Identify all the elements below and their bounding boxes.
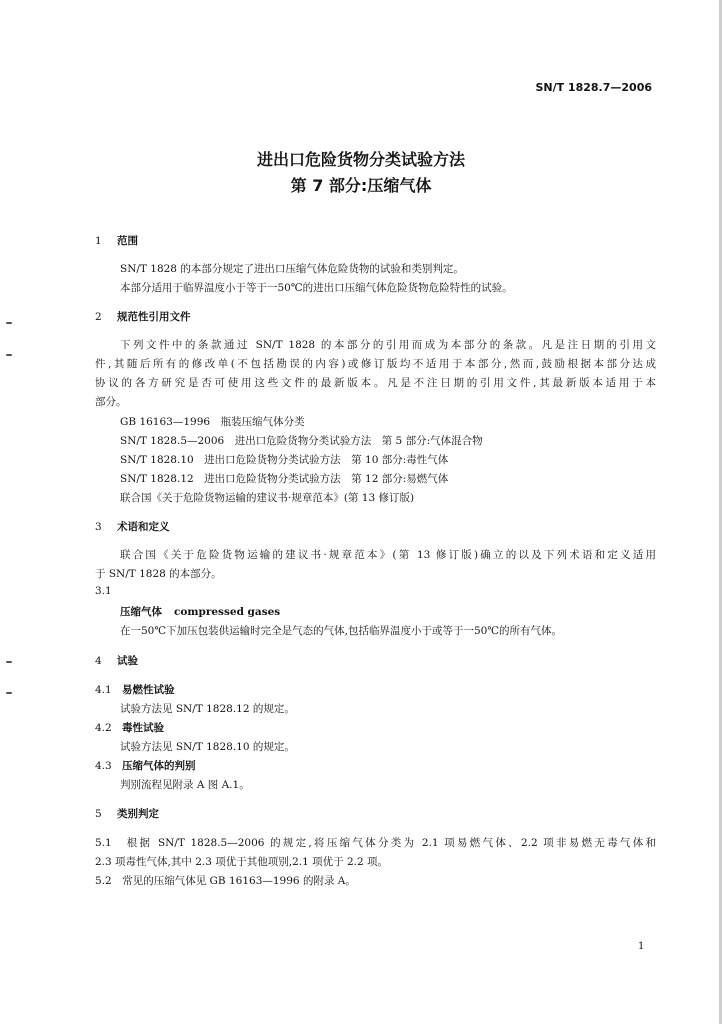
standard-number: SN/T 1828.7—2006 xyxy=(535,81,652,94)
section-1-heading xyxy=(95,233,138,248)
subclause-heading xyxy=(95,682,175,697)
subclause-title: 毒性试验 xyxy=(122,722,164,734)
section-number: 3 xyxy=(95,521,102,533)
section-number: 2 xyxy=(95,311,102,323)
section-5-paragraph-line: 5.2 常见的压缩气体见 GB 16163—1996 的附录 A。 xyxy=(95,875,356,887)
binding-hole-mark xyxy=(6,661,12,663)
section-5-paragraph-line: 5.1 根据 SN/T 1828.5—2006 的规定,将压缩气体分类为 2.1 项易燃气体、2.2 项非易燃无毒气体和 xyxy=(95,837,656,849)
reference-item: 联合国《关于危险货物运输的建议书·规章范本》(第 13 修订版) xyxy=(120,492,415,504)
subclause-title: 压缩气体的判别 xyxy=(122,760,196,772)
reference-item: SN/T 1828.5—2006 进出口危险货物分类试验方法 第 5 部分:气体混合物 xyxy=(120,435,483,447)
subclause-title: 易燃性试验 xyxy=(122,684,175,696)
section-4-heading xyxy=(95,653,138,668)
section-title: 类别判定 xyxy=(117,808,159,820)
page-number: 1 xyxy=(638,941,645,952)
reference-item: GB 16163—1996 瓶装压缩气体分类 xyxy=(120,416,305,428)
section-2-paragraph-line: 部分。 xyxy=(95,396,127,408)
reference-item: SN/T 1828.12 进出口危险货物分类试验方法 第 12 部分:易燃气体 xyxy=(120,473,449,485)
section-number: 5 xyxy=(95,808,102,820)
section-3-paragraph-line: 联合国《关于危险货物运输的建议书·规章范本》(第 13 修订版)确立的以及下列术语和定义适用 xyxy=(120,549,656,561)
section-title: 试验 xyxy=(117,655,138,667)
subclause-text: 判别流程见附录 A 图 A.1。 xyxy=(120,779,250,791)
subclause-heading xyxy=(95,720,164,735)
section-3-paragraph-line: 于 SN/T 1828 的本部分。 xyxy=(95,568,222,580)
section-3-heading xyxy=(95,519,170,534)
section-title: 规范性引用文件 xyxy=(117,311,191,323)
term-english: compressed gases xyxy=(174,606,281,618)
section-2-paragraph-line: 件,其随后所有的修改单(不包括勘误的内容)或修订版均不适用于本部分,然而,鼓励根据本部分达成 xyxy=(95,358,656,370)
reference-item: SN/T 1828.10 进出口危险货物分类试验方法 第 10 部分:毒性气体 xyxy=(120,454,449,466)
subclause-number: 4.1 xyxy=(95,684,112,696)
section-1-paragraph: 本部分适用于临界温度小于等于一50℃的进出口压缩气体危险货物危险特性的试验。 xyxy=(120,282,513,294)
term-chinese: 压缩气体 xyxy=(120,606,162,618)
binding-hole-mark xyxy=(6,354,12,356)
subclause-number: 4.3 xyxy=(95,760,112,772)
section-number: 4 xyxy=(95,655,102,667)
document-title: 进出口危险货物分类试验方法 xyxy=(256,150,465,169)
section-title: 术语和定义 xyxy=(117,521,170,533)
subclause-text: 试验方法见 SN/T 1828.10 的规定。 xyxy=(120,741,295,753)
section-5-heading xyxy=(95,806,159,821)
term-definition: 在一50℃下加压包装供运输时完全是气态的气体,包括临界温度小于或等于一50℃的所有气体。 xyxy=(120,625,563,637)
section-5-paragraph-line: 2.3 项毒性气体,其中 2.3 项优于其他项别,2.1 项优于 2.2 项。 xyxy=(95,856,388,868)
section-1-paragraph: SN/T 1828 的本部分规定了进出口压缩气体危险货物的试验和类别判定。 xyxy=(120,263,464,275)
section-number: 1 xyxy=(95,235,102,247)
section-2-paragraph-line: 协议的各方研究是否可使用这些文件的最新版本。凡是不注日期的引用文件,其最新版本适用于本 xyxy=(95,377,656,389)
subclause-text: 试验方法见 SN/T 1828.12 的规定。 xyxy=(120,703,295,715)
section-title: 范围 xyxy=(117,235,138,247)
binding-hole-mark xyxy=(6,692,12,694)
subclause-number: 3.1 xyxy=(95,585,112,597)
term-entry xyxy=(120,604,280,619)
subclause-heading xyxy=(95,758,196,773)
binding-hole-mark xyxy=(6,322,12,324)
subclause-number: 4.2 xyxy=(95,722,112,734)
section-2-heading xyxy=(95,309,191,324)
document-subtitle: 第 7 部分:压缩气体 xyxy=(290,176,432,195)
section-2-paragraph-line: 下列文件中的条款通过 SN/T 1828 的本部分的引用而成为本部分的条款。凡是注日期的引用文 xyxy=(120,339,656,351)
